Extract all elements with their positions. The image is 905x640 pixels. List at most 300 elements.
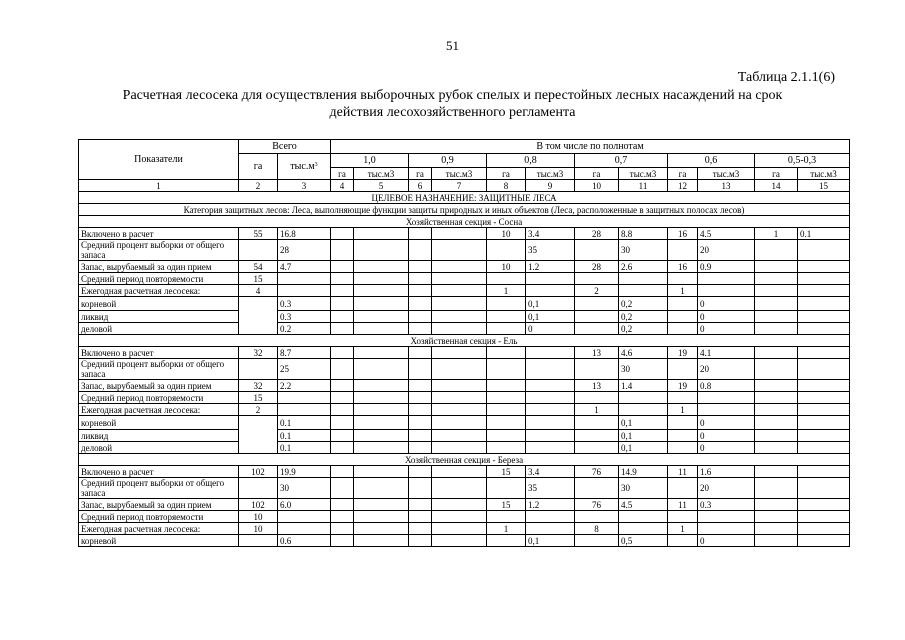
data-cell bbox=[487, 297, 526, 311]
row-label: ликвид bbox=[79, 311, 239, 323]
data-cell: 16.8 bbox=[278, 228, 331, 240]
data-cell bbox=[432, 478, 487, 499]
data-cell bbox=[487, 311, 526, 323]
data-cell bbox=[575, 273, 619, 285]
data-cell bbox=[575, 535, 619, 547]
column-number: 6 bbox=[409, 180, 432, 192]
data-cell bbox=[526, 430, 575, 442]
data-cell: 10 bbox=[239, 523, 278, 535]
data-cell bbox=[798, 273, 850, 285]
purpose-row: ЦЕЛЕВОЕ НАЗНАЧЕНИЕ: ЗАЩИТНЫЕ ЛЕСА bbox=[79, 192, 850, 204]
table-row bbox=[79, 511, 850, 523]
data-cell bbox=[798, 323, 850, 335]
data-cell bbox=[239, 478, 278, 499]
data-cell: 14.9 bbox=[619, 466, 668, 478]
title-line-2: действия лесохозяйственного регламента bbox=[329, 105, 576, 120]
data-cell bbox=[432, 285, 487, 297]
data-cell bbox=[755, 273, 798, 285]
data-cell bbox=[698, 392, 755, 404]
column-number: 10 bbox=[575, 180, 619, 192]
row-label: Запас, вырубаемый за один прием bbox=[79, 380, 239, 392]
data-cell: 30 bbox=[619, 359, 668, 380]
data-cell: 2 bbox=[575, 285, 619, 297]
row-label: корневой bbox=[79, 416, 239, 430]
data-cell bbox=[409, 228, 432, 240]
merged-cell bbox=[239, 297, 278, 335]
data-cell bbox=[354, 416, 409, 430]
data-cell: 30 bbox=[278, 478, 331, 499]
data-cell bbox=[432, 380, 487, 392]
row-label: Средний процент выборки от общего запаса bbox=[79, 478, 239, 499]
data-cell bbox=[409, 511, 432, 523]
data-cell bbox=[331, 466, 354, 478]
data-cell bbox=[575, 297, 619, 311]
column-number: 8 bbox=[487, 180, 526, 192]
data-cell bbox=[354, 442, 409, 454]
row-label: Средний процент выборки от общего запаса bbox=[79, 240, 239, 261]
data-cell: 0.6 bbox=[278, 535, 331, 547]
data-cell bbox=[432, 392, 487, 404]
data-cell: 2.6 bbox=[619, 261, 668, 273]
data-cell: 1.6 bbox=[698, 466, 755, 478]
data-cell bbox=[432, 297, 487, 311]
data-cell: 16 bbox=[668, 261, 698, 273]
data-cell bbox=[432, 511, 487, 523]
data-cell: 0.1 bbox=[798, 228, 850, 240]
data-cell bbox=[432, 404, 487, 416]
data-cell: 20 bbox=[698, 359, 755, 380]
data-cell bbox=[354, 261, 409, 273]
column-number: 15 bbox=[798, 180, 850, 192]
data-cell bbox=[432, 228, 487, 240]
data-cell: 0 bbox=[698, 311, 755, 323]
data-cell: 4.7 bbox=[278, 261, 331, 273]
data-cell bbox=[331, 261, 354, 273]
data-cell bbox=[526, 273, 575, 285]
data-cell bbox=[331, 273, 354, 285]
data-cell: 102 bbox=[239, 466, 278, 478]
data-cell: 1 bbox=[487, 285, 526, 297]
data-cell bbox=[526, 511, 575, 523]
data-cell bbox=[668, 359, 698, 380]
data-cell bbox=[239, 240, 278, 261]
data-cell bbox=[575, 311, 619, 323]
data-cell bbox=[487, 347, 526, 359]
data-cell bbox=[278, 273, 331, 285]
data-cell bbox=[798, 285, 850, 297]
data-cell bbox=[432, 311, 487, 323]
data-cell bbox=[354, 499, 409, 511]
data-cell bbox=[354, 273, 409, 285]
data-cell bbox=[698, 273, 755, 285]
data-cell: 0,2 bbox=[619, 323, 668, 335]
data-cell bbox=[432, 347, 487, 359]
header-density-2: 0,9 bbox=[409, 154, 487, 168]
data-cell bbox=[409, 523, 432, 535]
data-cell bbox=[526, 523, 575, 535]
data-cell: 13 bbox=[575, 347, 619, 359]
data-cell bbox=[409, 347, 432, 359]
data-cell: 76 bbox=[575, 499, 619, 511]
data-cell bbox=[432, 466, 487, 478]
data-cell: 15 bbox=[239, 273, 278, 285]
data-cell bbox=[354, 359, 409, 380]
data-cell bbox=[409, 416, 432, 430]
data-cell bbox=[487, 273, 526, 285]
table-row bbox=[79, 323, 850, 335]
data-cell bbox=[668, 442, 698, 454]
data-cell bbox=[409, 392, 432, 404]
table-row bbox=[79, 535, 850, 547]
data-cell: 1 bbox=[668, 285, 698, 297]
data-cell bbox=[354, 511, 409, 523]
data-cell bbox=[278, 404, 331, 416]
data-cell bbox=[575, 442, 619, 454]
header-density-3: 0,8 bbox=[487, 154, 575, 168]
column-number: 2 bbox=[239, 180, 278, 192]
data-cell bbox=[432, 273, 487, 285]
header-density-6: 0,5-0,3 bbox=[755, 154, 850, 168]
data-cell: 1 bbox=[575, 404, 619, 416]
unit-volume: тыс.м3 bbox=[698, 168, 755, 180]
data-cell bbox=[354, 404, 409, 416]
row-label: корневой bbox=[79, 535, 239, 547]
data-cell: 32 bbox=[239, 380, 278, 392]
column-number: 14 bbox=[755, 180, 798, 192]
data-cell bbox=[409, 535, 432, 547]
data-cell bbox=[487, 511, 526, 523]
section-title: Хозяйственная секция - Ель bbox=[79, 335, 850, 347]
row-label: корневой bbox=[79, 297, 239, 311]
data-cell bbox=[755, 359, 798, 380]
data-cell bbox=[354, 240, 409, 261]
data-cell bbox=[668, 478, 698, 499]
column-number: 3 bbox=[278, 180, 331, 192]
data-cell bbox=[354, 297, 409, 311]
column-number: 7 bbox=[432, 180, 487, 192]
data-cell bbox=[409, 273, 432, 285]
data-cell bbox=[619, 523, 668, 535]
data-cell: 20 bbox=[698, 240, 755, 261]
data-cell bbox=[409, 297, 432, 311]
data-cell bbox=[487, 416, 526, 430]
data-cell: 35 bbox=[526, 240, 575, 261]
header-by-density: В том числе по полнотам bbox=[331, 140, 850, 154]
data-cell bbox=[409, 380, 432, 392]
title-line-1: Расчетная лесосека для осуществления выборочных рубок спелых и перестойных лесных насаждений на срок bbox=[122, 88, 783, 103]
data-cell: 1 bbox=[668, 523, 698, 535]
data-cell bbox=[354, 228, 409, 240]
merged-cell bbox=[239, 535, 278, 547]
table-title bbox=[100, 87, 805, 121]
unit-volume: тыс.м3 bbox=[526, 168, 575, 180]
data-cell bbox=[668, 392, 698, 404]
data-cell bbox=[798, 442, 850, 454]
column-number: 4 bbox=[331, 180, 354, 192]
table-row bbox=[79, 228, 850, 240]
data-cell bbox=[619, 404, 668, 416]
data-cell bbox=[575, 240, 619, 261]
data-cell bbox=[755, 380, 798, 392]
category-row: Категория защитных лесов: Леса, выполняющие функции защиты природных и иных объектов (Леса, расположенные в защитных полосах лесов) bbox=[79, 204, 850, 216]
data-cell bbox=[432, 430, 487, 442]
data-cell bbox=[331, 523, 354, 535]
unit-ha: га bbox=[668, 168, 698, 180]
header-density-1: 1,0 bbox=[331, 154, 409, 168]
data-cell: 1.2 bbox=[526, 499, 575, 511]
data-cell bbox=[798, 240, 850, 261]
data-cell: 19 bbox=[668, 347, 698, 359]
table-row bbox=[79, 499, 850, 511]
data-cell: 30 bbox=[619, 478, 668, 499]
data-cell bbox=[354, 285, 409, 297]
data-cell bbox=[432, 240, 487, 261]
table-row bbox=[79, 261, 850, 273]
data-cell: 13 bbox=[575, 380, 619, 392]
data-cell: 25 bbox=[278, 359, 331, 380]
row-label: Включено в расчет bbox=[79, 347, 239, 359]
data-cell bbox=[432, 359, 487, 380]
column-number: 12 bbox=[668, 180, 698, 192]
data-cell bbox=[526, 285, 575, 297]
row-label: деловой bbox=[79, 323, 239, 335]
row-label: Включено в расчет bbox=[79, 466, 239, 478]
row-label: Средний период повторяемости bbox=[79, 392, 239, 404]
data-cell bbox=[409, 478, 432, 499]
data-cell bbox=[278, 392, 331, 404]
data-cell bbox=[526, 380, 575, 392]
data-cell: 3.4 bbox=[526, 228, 575, 240]
data-cell bbox=[526, 404, 575, 416]
data-cell bbox=[755, 240, 798, 261]
unit-ha: га bbox=[755, 168, 798, 180]
data-cell bbox=[239, 359, 278, 380]
data-cell bbox=[278, 511, 331, 523]
data-cell bbox=[619, 285, 668, 297]
row-label: Средний период повторяемости bbox=[79, 273, 239, 285]
data-cell bbox=[755, 499, 798, 511]
data-cell bbox=[409, 499, 432, 511]
data-cell: 0.1 bbox=[278, 416, 331, 430]
data-cell bbox=[619, 392, 668, 404]
data-cell: 1.4 bbox=[619, 380, 668, 392]
data-cell: 10 bbox=[239, 511, 278, 523]
data-cell bbox=[409, 430, 432, 442]
data-cell: 0.1 bbox=[278, 442, 331, 454]
table-row bbox=[79, 523, 850, 535]
data-cell bbox=[278, 285, 331, 297]
data-cell bbox=[487, 380, 526, 392]
data-cell: 0,2 bbox=[619, 311, 668, 323]
data-cell bbox=[575, 430, 619, 442]
data-cell: 0,1 bbox=[526, 297, 575, 311]
data-cell: 16 bbox=[668, 228, 698, 240]
data-cell bbox=[798, 380, 850, 392]
data-cell bbox=[755, 311, 798, 323]
unit-volume: тыс.м3 bbox=[798, 168, 850, 180]
data-cell bbox=[331, 359, 354, 380]
data-cell bbox=[331, 297, 354, 311]
data-cell bbox=[698, 523, 755, 535]
data-cell: 0.3 bbox=[698, 499, 755, 511]
data-cell: 0,1 bbox=[619, 416, 668, 430]
row-label: Включено в расчет bbox=[79, 228, 239, 240]
data-cell bbox=[755, 466, 798, 478]
data-cell bbox=[526, 392, 575, 404]
header-total-volume: $тыс.м^3$ bbox=[278, 154, 331, 180]
data-cell bbox=[331, 430, 354, 442]
data-cell bbox=[432, 261, 487, 273]
data-cell bbox=[755, 416, 798, 430]
table-row bbox=[79, 466, 850, 478]
data-cell bbox=[698, 404, 755, 416]
data-cell bbox=[798, 404, 850, 416]
data-cell: 4.5 bbox=[619, 499, 668, 511]
table-number: Таблица 2.1.1(6) bbox=[737, 70, 835, 85]
table-row bbox=[79, 442, 850, 454]
data-cell bbox=[798, 392, 850, 404]
data-cell: 32 bbox=[239, 347, 278, 359]
data-cell bbox=[798, 466, 850, 478]
data-cell bbox=[487, 323, 526, 335]
data-cell bbox=[798, 297, 850, 311]
data-cell bbox=[487, 359, 526, 380]
column-number: 9 bbox=[526, 180, 575, 192]
table-row bbox=[79, 273, 850, 285]
data-cell bbox=[668, 311, 698, 323]
data-cell bbox=[432, 442, 487, 454]
unit-ha: га bbox=[409, 168, 432, 180]
data-cell bbox=[331, 240, 354, 261]
data-cell bbox=[354, 323, 409, 335]
data-cell bbox=[526, 442, 575, 454]
data-cell bbox=[668, 416, 698, 430]
data-cell bbox=[798, 523, 850, 535]
data-cell bbox=[668, 511, 698, 523]
data-cell bbox=[755, 535, 798, 547]
data-cell: 4 bbox=[239, 285, 278, 297]
data-cell bbox=[798, 359, 850, 380]
row-label: ликвид bbox=[79, 430, 239, 442]
data-cell bbox=[575, 511, 619, 523]
cutting-area-table bbox=[78, 139, 850, 547]
table-row bbox=[79, 404, 850, 416]
data-cell bbox=[354, 311, 409, 323]
data-cell bbox=[698, 285, 755, 297]
data-cell: 19 bbox=[668, 380, 698, 392]
data-cell bbox=[798, 535, 850, 547]
data-cell: 1 bbox=[487, 523, 526, 535]
data-cell bbox=[331, 416, 354, 430]
data-cell bbox=[409, 359, 432, 380]
table-row bbox=[79, 240, 850, 261]
unit-volume: тыс.м3 bbox=[619, 168, 668, 180]
data-cell bbox=[432, 499, 487, 511]
data-cell: 0,1 bbox=[619, 442, 668, 454]
data-cell: 11 bbox=[668, 499, 698, 511]
merged-cell bbox=[239, 416, 278, 454]
data-cell bbox=[487, 240, 526, 261]
data-cell bbox=[487, 478, 526, 499]
data-cell bbox=[331, 442, 354, 454]
data-cell bbox=[575, 323, 619, 335]
data-cell bbox=[331, 511, 354, 523]
data-cell: 0 bbox=[698, 297, 755, 311]
data-cell: 0,1 bbox=[526, 311, 575, 323]
unit-ha: га bbox=[575, 168, 619, 180]
data-cell bbox=[409, 466, 432, 478]
header-total: Всего bbox=[239, 140, 331, 154]
header-total-ha: га bbox=[239, 154, 278, 180]
column-number: 11 bbox=[619, 180, 668, 192]
data-cell: 4.6 bbox=[619, 347, 668, 359]
data-cell bbox=[755, 404, 798, 416]
data-cell bbox=[354, 523, 409, 535]
data-cell bbox=[354, 466, 409, 478]
table-row bbox=[79, 359, 850, 380]
data-cell bbox=[755, 478, 798, 499]
row-label: Ежегодная расчетная лесосека: bbox=[79, 404, 239, 416]
data-cell bbox=[755, 442, 798, 454]
data-cell bbox=[575, 416, 619, 430]
column-number: 5 bbox=[354, 180, 409, 192]
row-label: деловой bbox=[79, 442, 239, 454]
data-cell: 0 bbox=[698, 535, 755, 547]
data-cell bbox=[755, 523, 798, 535]
data-cell bbox=[798, 347, 850, 359]
data-cell bbox=[331, 228, 354, 240]
data-cell: 28 bbox=[575, 261, 619, 273]
data-cell bbox=[354, 430, 409, 442]
data-cell bbox=[278, 523, 331, 535]
table-row bbox=[79, 311, 850, 323]
data-cell: 10 bbox=[487, 228, 526, 240]
data-cell bbox=[755, 392, 798, 404]
data-cell: 4.5 bbox=[698, 228, 755, 240]
page-number: 51 bbox=[446, 38, 459, 53]
data-cell: 11 bbox=[668, 466, 698, 478]
data-cell bbox=[575, 392, 619, 404]
data-cell: 54 bbox=[239, 261, 278, 273]
data-cell: 0.2 bbox=[278, 323, 331, 335]
header-density-5: 0,6 bbox=[668, 154, 755, 168]
data-cell: 0,1 bbox=[619, 430, 668, 442]
table-row bbox=[79, 392, 850, 404]
data-cell: 15 bbox=[239, 392, 278, 404]
data-cell bbox=[409, 323, 432, 335]
data-cell bbox=[331, 323, 354, 335]
data-cell bbox=[668, 240, 698, 261]
data-cell bbox=[798, 430, 850, 442]
data-cell bbox=[409, 442, 432, 454]
data-cell: 19.9 bbox=[278, 466, 331, 478]
table-row bbox=[79, 380, 850, 392]
data-cell bbox=[668, 297, 698, 311]
data-cell: 0 bbox=[698, 442, 755, 454]
header-indicators: Показатели bbox=[79, 140, 239, 180]
data-cell bbox=[755, 261, 798, 273]
table-row bbox=[79, 416, 850, 430]
data-cell: 8 bbox=[575, 523, 619, 535]
data-cell bbox=[331, 311, 354, 323]
data-cell bbox=[526, 347, 575, 359]
data-cell bbox=[354, 392, 409, 404]
data-cell: 0,2 bbox=[619, 297, 668, 311]
data-cell: 55 bbox=[239, 228, 278, 240]
data-cell bbox=[755, 430, 798, 442]
data-cell: 10 bbox=[487, 261, 526, 273]
data-cell bbox=[409, 404, 432, 416]
